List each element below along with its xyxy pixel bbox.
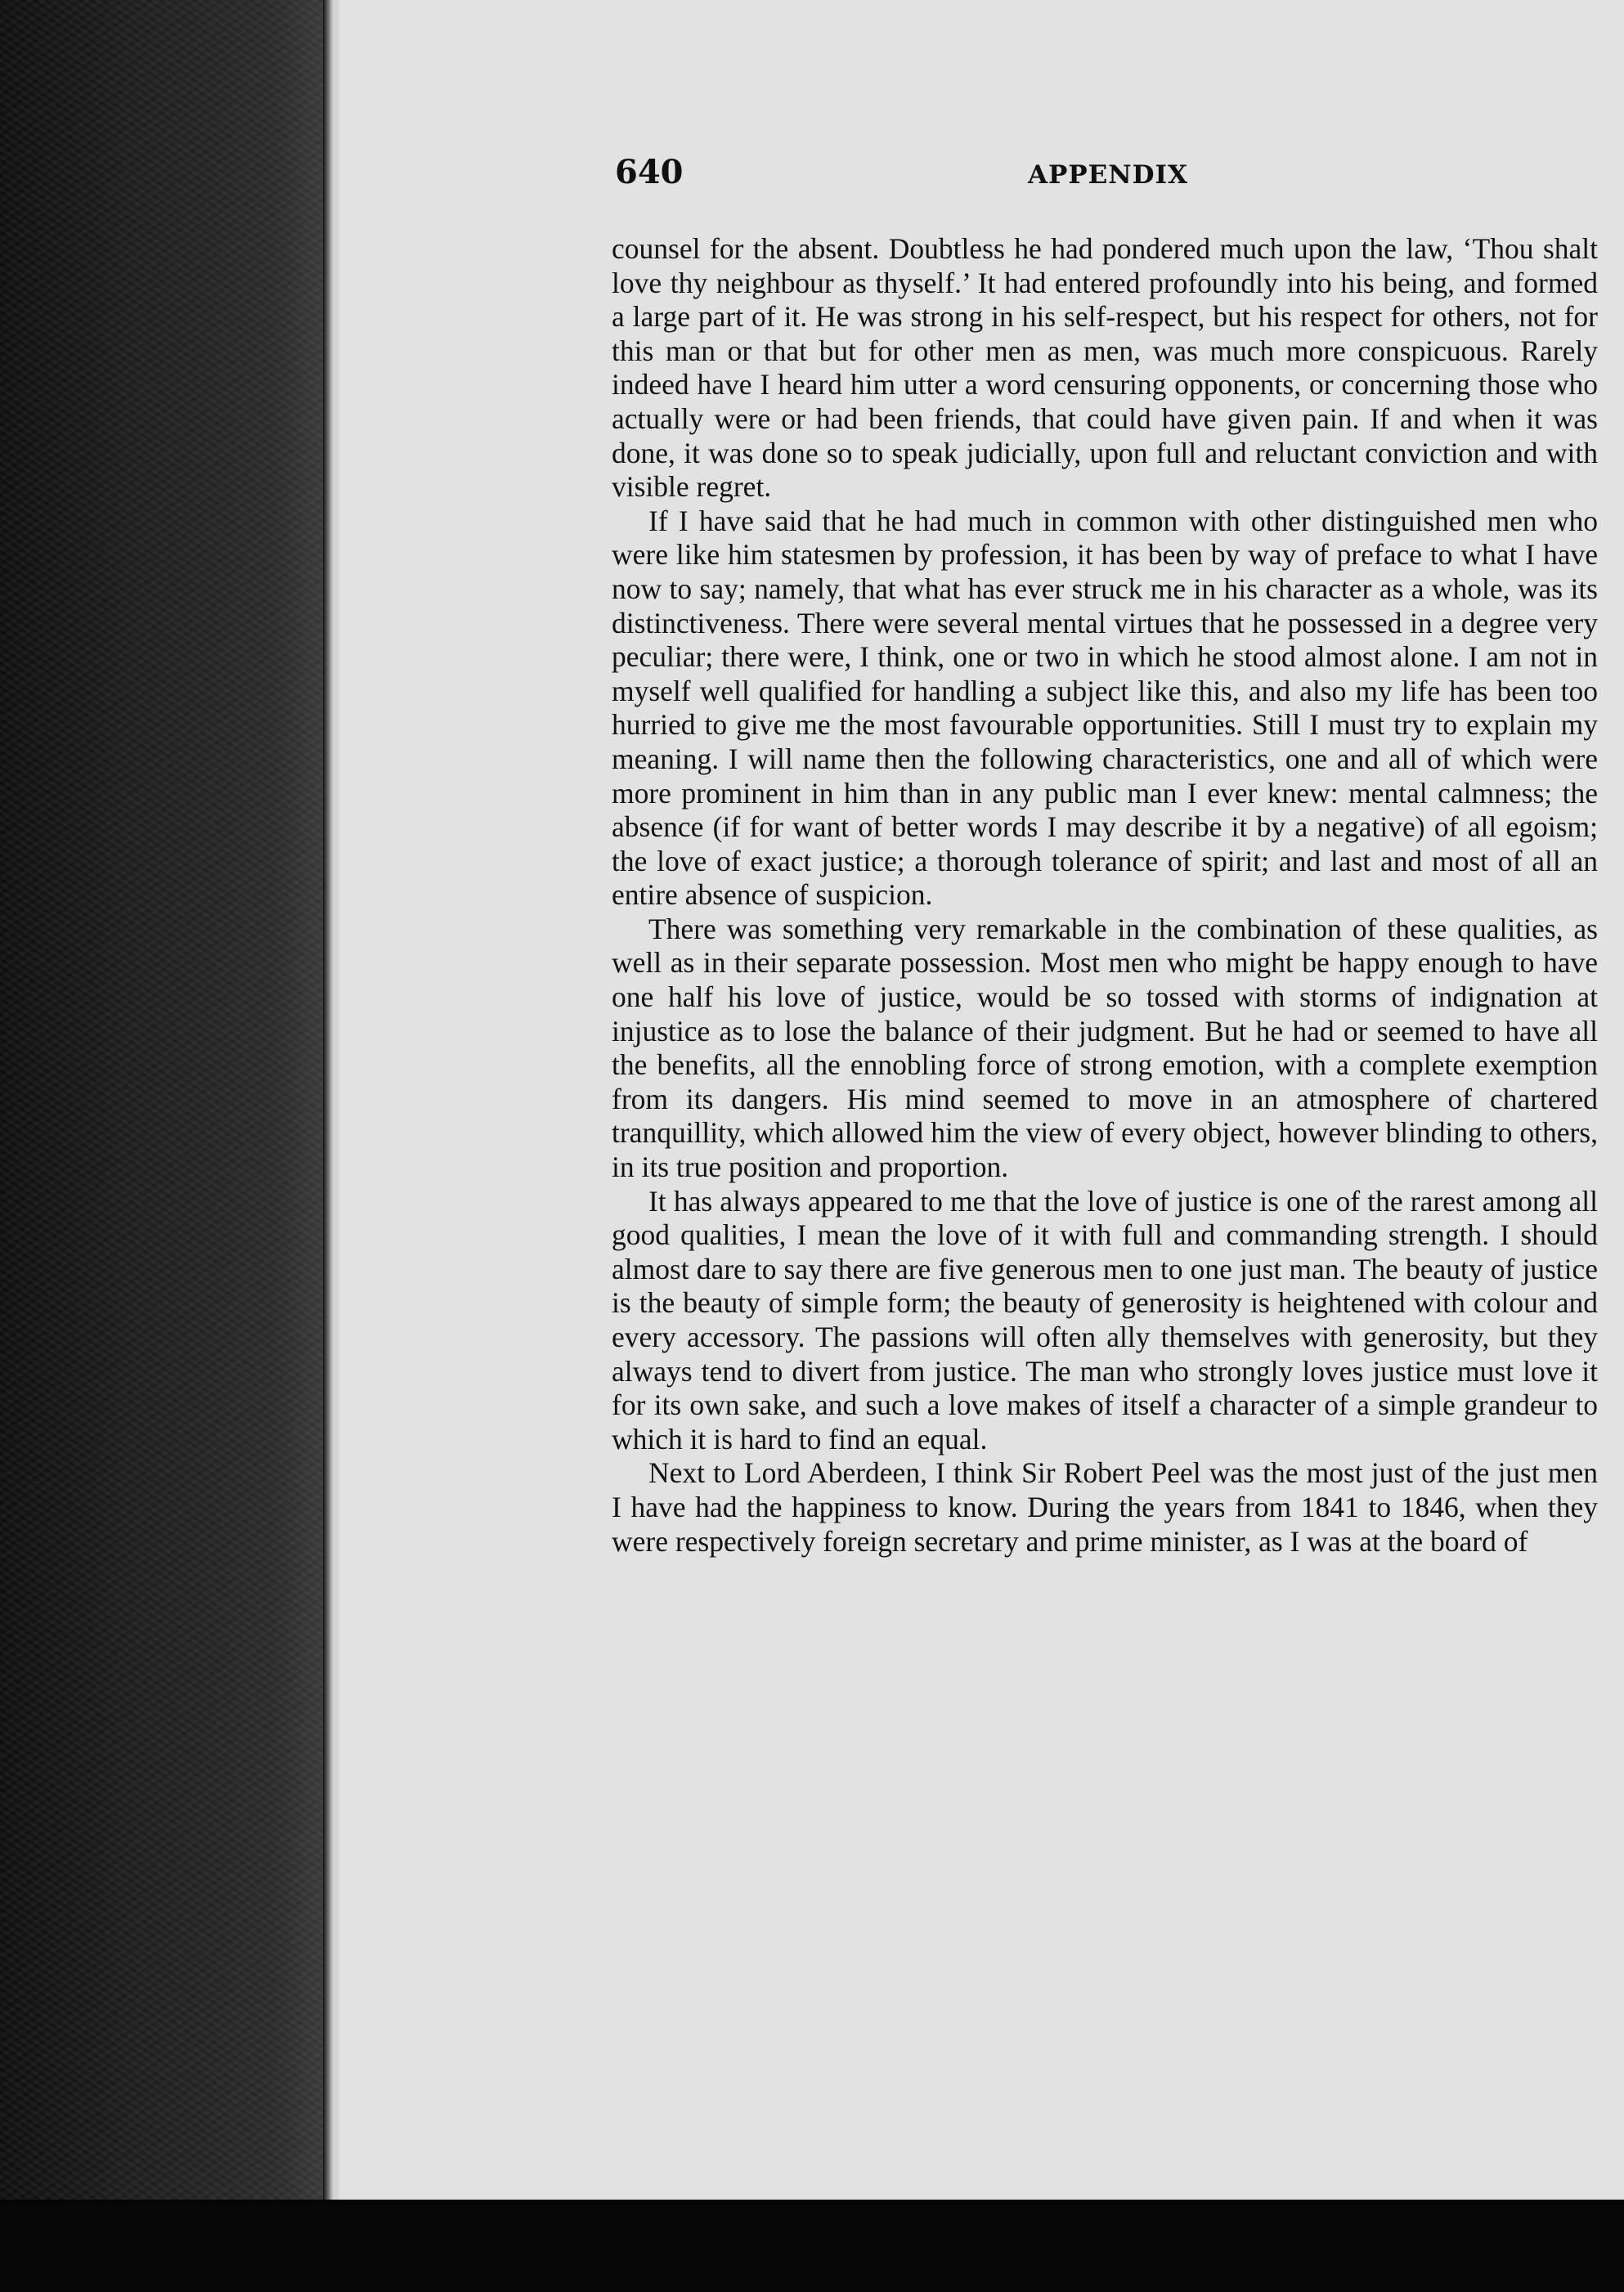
body-text bbox=[612, 232, 1598, 1559]
paragraph-1: counsel for the absent. Doubtless he had pondered much upon the law, ‘Thou shalt love thy neighbour as thyself.’ It had entered profoundly into his being, and formed a large part of it. He was strong in his self-respect, but his respect for others, not for this man or that but for other men as men, was much more conspicuous. Rarely indeed have I heard him utter a word censuring opponents, or concerning those who actually were or had been friends, that could have given pain. If and when it was done, it was done so to speak judicially, upon full and reluctant conviction and with visible regret. bbox=[612, 232, 1598, 504]
paragraph-3: There was something very remarkable in the combination of these qualities, as well as in their separate possession. Most men who might be happy enough to have one half his love of justice, would be so tossed with storms of indignation at injustice as to lose the balance of their judgment. But he had or seemed to have all the benefits, all the ennobling force of strong emotion, with a complete exemption from its dangers. His mind seemed to move in an atmosphere of chartered tranquillity, which allowed him the view of every object, however blinding to others, in its true position and proportion. bbox=[612, 912, 1598, 1184]
page-number: 640 bbox=[615, 153, 684, 191]
scan-bottom-border bbox=[0, 2200, 1624, 2292]
page-header bbox=[615, 152, 1596, 201]
paragraph-5: Next to Lord Aberdeen, I think Sir Robert Peel was the most just of the just men I have had the happiness to know. During the years from 1841 to 1846, when they were respectively foreign secretary and prime minister, as I was at the board of bbox=[612, 1456, 1598, 1558]
book-gutter bbox=[323, 0, 339, 2204]
paragraph-2: If I have said that he had much in common with other distinguished men who were like him statesmen by profession, it has been by way of preface to what I have now to say; namely, that what has ever struck me in his character as a whole, was its distinctiveness. There were several mental virtues that he possessed in a degree very peculiar; there were, I think, one or two in which he stood almost alone. I am not in myself well qualified for handling a subject like this, and also my life has been too hurried to give me the most favourable opportunities. Still I must try to explain my meaning. I will name then the following characteristics, one and all of which were more prominent in him than in any public man I ever knew: mental calmness; the absence (if for want of better words I may describe it by a negative) of all egoism; the love of exact justice; a thorough tolerance of spirit; and last and most of all an entire absence of suspicion. bbox=[612, 504, 1598, 912]
running-head: APPENDIX bbox=[1028, 160, 1189, 190]
marbled-page-edge bbox=[0, 0, 339, 2204]
paragraph-4: It has always appeared to me that the love of justice is one of the rarest among all good qualities, I mean the love of it with full and commanding strength. I should almost dare to say there are five generous men to one just man. The beauty of justice is the beauty of simple form; the beauty of generosity is heightened with colour and every accessory. The passions will often ally themselves with generosity, but they always tend to divert from justice. The man who strongly loves justice must love it for its own sake, and such a love makes of itself a character of a simple grandeur to which it is hard to find an equal. bbox=[612, 1184, 1598, 1455]
